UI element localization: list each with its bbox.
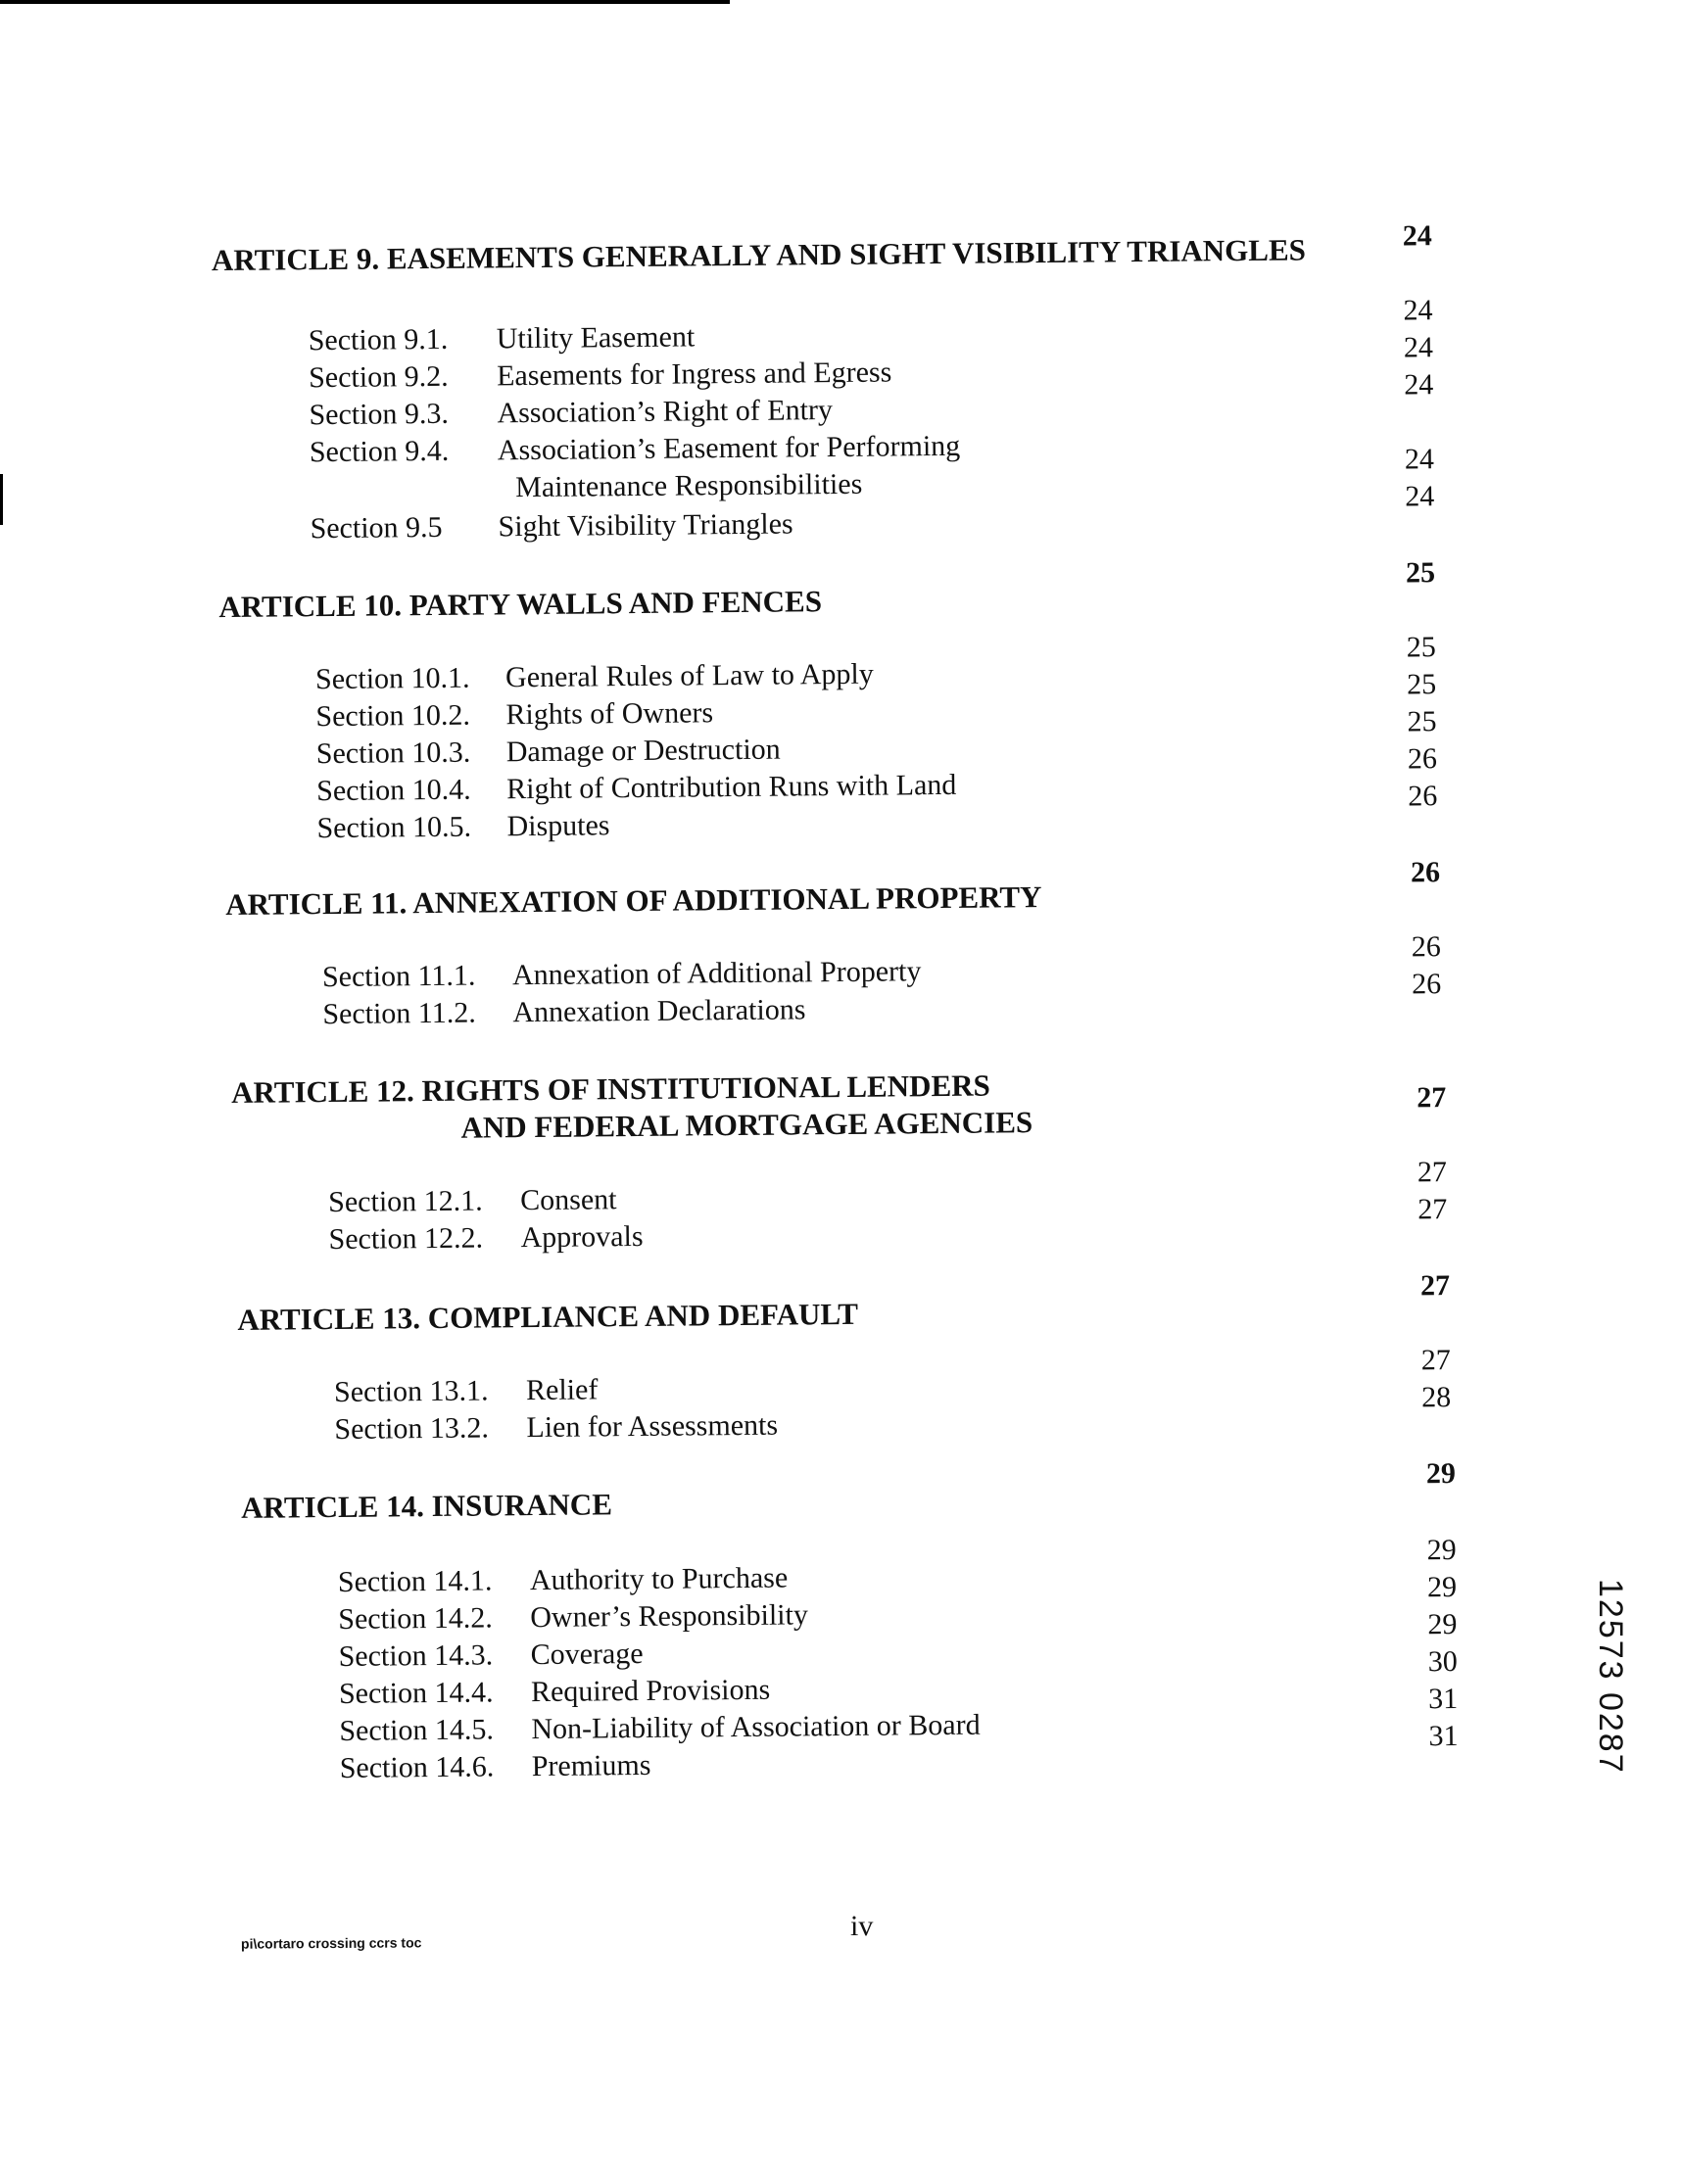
document-stamp	[1592, 1579, 1631, 1853]
section-title: Association’s Easement for Performing	[497, 429, 961, 467]
section-page-number: 29	[1427, 1608, 1458, 1641]
section-title: Coverage	[530, 1637, 644, 1672]
section-label: Section 14.1.	[337, 1564, 493, 1598]
article-title: ARTICLE 11. ANNEXATION OF ADDITIONAL PROPERTY	[225, 879, 1042, 923]
section-title: Relief	[525, 1373, 599, 1407]
section-label: Section 10.3.	[315, 736, 471, 771]
section-page-number: 28	[1421, 1381, 1452, 1414]
section-label: Section 14.5.	[339, 1713, 495, 1747]
page-number: iv	[850, 1910, 874, 1942]
section-label: Section 11.2.	[322, 996, 476, 1031]
section-title: Easements for Ingress and Egress	[496, 356, 892, 393]
section-title: Lien for Assessments	[526, 1408, 779, 1445]
section-title: Rights of Owners	[505, 696, 714, 732]
article-title: ARTICLE 12. RIGHTS OF INSTITUTIONAL LENDERS	[230, 1068, 990, 1110]
section-page-number: 27	[1417, 1156, 1448, 1189]
section-label: Section 9.3.	[309, 397, 450, 432]
section-title: Authority to Purchase	[529, 1561, 789, 1597]
section-label: Section 10.5.	[316, 810, 472, 845]
section-title: General Rules of Law to Apply	[504, 657, 874, 694]
section-page-number: 27	[1417, 1193, 1448, 1226]
article-page-number: 24	[1402, 219, 1432, 253]
section-page-number: 26	[1407, 742, 1438, 776]
section-page-number: 24	[1404, 443, 1435, 476]
section-label: Section 12.1.	[328, 1184, 483, 1219]
section-title: Annexation Declarations	[512, 993, 806, 1029]
article-title: ARTICLE 10. PARTY WALLS AND FENCES	[218, 584, 823, 625]
section-label: Section 9.4.	[309, 434, 450, 469]
section-label: Section 10.1.	[314, 661, 470, 696]
section-label: Section 13.1.	[333, 1374, 489, 1408]
section-label: Section 14.3.	[338, 1638, 494, 1673]
section-page-number: 26	[1411, 930, 1441, 964]
section-title-continued: Maintenance Responsibilities	[515, 467, 863, 504]
section-page-number: 25	[1407, 668, 1437, 701]
article-title: ARTICLE 13. COMPLIANCE AND DEFAULT	[237, 1296, 859, 1337]
section-page-number: 24	[1403, 331, 1434, 364]
section-page-number: 29	[1426, 1571, 1458, 1604]
section-label: Section 9.1.	[308, 322, 449, 357]
section-label: Section 13.2.	[334, 1411, 490, 1446]
section-title: Required Provisions	[530, 1673, 771, 1709]
section-page-number: 24	[1403, 294, 1433, 327]
section-page-number: 25	[1407, 705, 1437, 738]
section-title: Consent	[520, 1183, 617, 1217]
section-page-number: 31	[1427, 1683, 1459, 1716]
section-title: Non-Liability of Association or Board	[531, 1708, 981, 1746]
section-title: Right of Contribution Runs with Land	[506, 768, 957, 806]
section-title: Approvals	[520, 1219, 644, 1255]
article-page-number: 25	[1405, 556, 1436, 590]
article-page-number: 27	[1417, 1081, 1447, 1115]
section-title: Association’s Right of Entry	[497, 394, 834, 430]
article-page-number: 27	[1419, 1269, 1451, 1303]
section-title: Annexation of Additional Property	[511, 955, 922, 992]
section-page-number: 24	[1405, 480, 1435, 513]
section-label: Section 9.2.	[308, 359, 449, 395]
section-page-number: 27	[1420, 1344, 1451, 1377]
article-title-continued: AND FEDERAL MORTGAGE AGENCIES	[460, 1105, 1033, 1145]
section-label: Section 14.6.	[339, 1750, 495, 1784]
section-label: Section 14.2.	[338, 1601, 493, 1636]
section-title: Damage or Destruction	[505, 733, 781, 769]
section-page-number: 24	[1404, 368, 1434, 402]
footer-file-path: pi\cortaro crossing ccrs toc	[240, 1934, 422, 1952]
article-title: ARTICLE 9. EASEMENTS GENERALLY AND SIGHT VISIBILITY TRIANGLES	[211, 232, 1307, 278]
section-label: Section 10.2.	[315, 698, 471, 734]
article-page-number: 26	[1410, 856, 1441, 889]
section-page-number: 26	[1408, 780, 1438, 813]
section-title: Disputes	[506, 809, 610, 843]
section-page-number: 30	[1427, 1645, 1458, 1679]
article-page-number: 29	[1425, 1457, 1457, 1491]
section-page-number: 25	[1406, 631, 1436, 664]
section-label: Section 14.4.	[338, 1676, 494, 1710]
document-stamp-text: 12573 0287	[1592, 1579, 1629, 1775]
section-label: Section 9.5	[310, 510, 443, 546]
section-label: Section 12.2.	[328, 1221, 484, 1257]
section-page-number: 29	[1426, 1534, 1457, 1567]
section-label: Section 10.4.	[316, 773, 471, 808]
section-page-number: 31	[1428, 1719, 1459, 1753]
section-title: Owner’s Responsibility	[530, 1598, 809, 1635]
article-title: ARTICLE 14. INSURANCE	[241, 1487, 613, 1525]
section-page-number: 26	[1411, 968, 1442, 1001]
section-label: Section 11.1.	[321, 959, 476, 994]
section-title: Premiums	[531, 1748, 651, 1783]
section-title: Sight Visibility Triangles	[498, 507, 793, 544]
section-title: Utility Easement	[496, 320, 696, 356]
